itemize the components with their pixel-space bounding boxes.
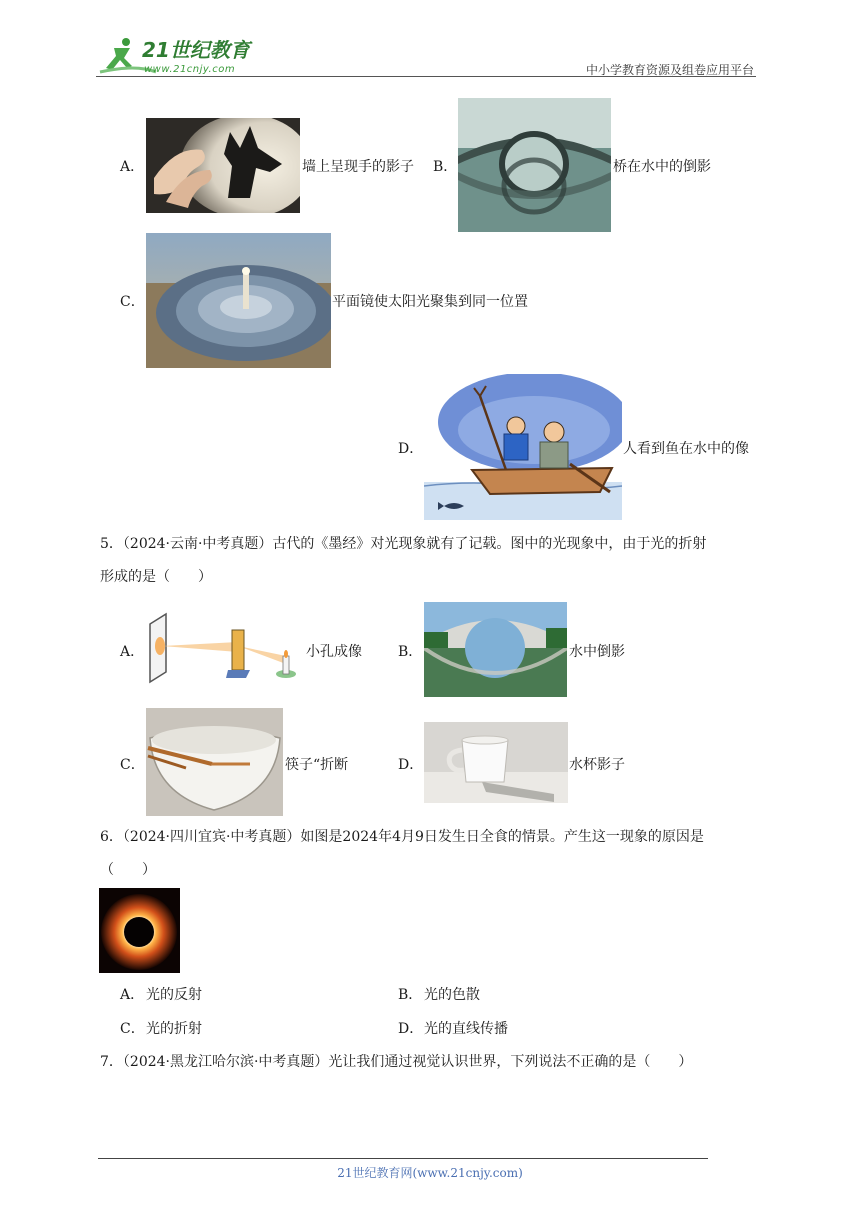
- q4-option-a-letter: A．: [120, 159, 145, 175]
- q6-option-a-text: 光的反射: [146, 987, 202, 1003]
- q6-stem-line2: （ ）: [100, 862, 156, 878]
- q5-option-c-caption: 筷子“折断: [285, 757, 349, 773]
- q5-option-d-letter: D．: [398, 757, 424, 773]
- bridge-reflection-image: [458, 98, 611, 232]
- q4-option-d-caption: 人看到鱼在水中的像: [623, 441, 749, 457]
- arch-bridge-image: [424, 602, 567, 697]
- q5-stem-line1: 5．（2024·云南·中考真题）古代的《墨经》对光现象就有了记载。图中的光现象中，由于光的折射: [100, 536, 707, 552]
- q4-option-b-letter: B．: [433, 159, 458, 175]
- q6-option-c-letter: C．: [120, 1021, 145, 1037]
- pinhole-camera-image: [146, 612, 302, 684]
- q6-option-c-text: 光的折射: [146, 1021, 202, 1037]
- solar-eclipse-image: [99, 888, 180, 973]
- hand-shadow-image: [146, 118, 300, 213]
- footer-link[interactable]: 21世纪教育网(www.21cnjy.com): [337, 1166, 523, 1180]
- chopstick-bowl-image: [146, 708, 283, 816]
- q5-option-c-letter: C．: [120, 757, 145, 773]
- footer-divider: [98, 1158, 708, 1159]
- q6-option-d-letter: D．: [398, 1021, 424, 1037]
- q6-option-a-letter: A．: [120, 987, 145, 1003]
- q4-option-c-caption: 平面镜使太阳光聚集到同一位置: [332, 294, 528, 310]
- solar-tower-image: [146, 233, 331, 368]
- q5-option-b-letter: B．: [398, 644, 423, 660]
- cup-shadow-image: [424, 722, 568, 803]
- q5-option-d-caption: 水杯影子: [569, 757, 625, 773]
- fishing-boat-image: [424, 374, 622, 520]
- q4-option-b-caption: 桥在水中的倒影: [613, 159, 711, 175]
- q6-option-b-letter: B．: [398, 987, 423, 1003]
- q5-option-b-caption: 水中倒影: [569, 644, 625, 660]
- header-divider: [96, 76, 756, 77]
- q4-option-d-letter: D．: [398, 441, 424, 457]
- q4-option-a-caption: 墙上呈现手的影子: [302, 159, 414, 175]
- platform-name: 中小学教育资源及组卷应用平台: [585, 63, 754, 77]
- q6-option-d-text: 光的直线传播: [424, 1021, 508, 1037]
- q6-option-b-text: 光的色散: [424, 987, 480, 1003]
- q6-stem-line1: 6．（2024·四川宜宾·中考真题）如图是2024年4月9日发生日全食的情景。产生这一现象的原因是: [100, 829, 704, 845]
- q5-option-a-letter: A．: [120, 644, 145, 660]
- q4-option-c-letter: C．: [120, 294, 145, 310]
- site-logo: [96, 34, 266, 78]
- q7-stem-line1: 7．（2024·黑龙江哈尔滨·中考真题）光让我们通过视觉认识世界，下列说法不正确的是（ ）: [100, 1054, 693, 1070]
- q5-option-a-caption: 小孔成像: [306, 644, 362, 660]
- q5-stem-line2: 形成的是（ ）: [100, 569, 212, 585]
- logo-url: www.21cnjy.com: [144, 64, 236, 75]
- logo-text: 21世纪教育: [142, 38, 250, 62]
